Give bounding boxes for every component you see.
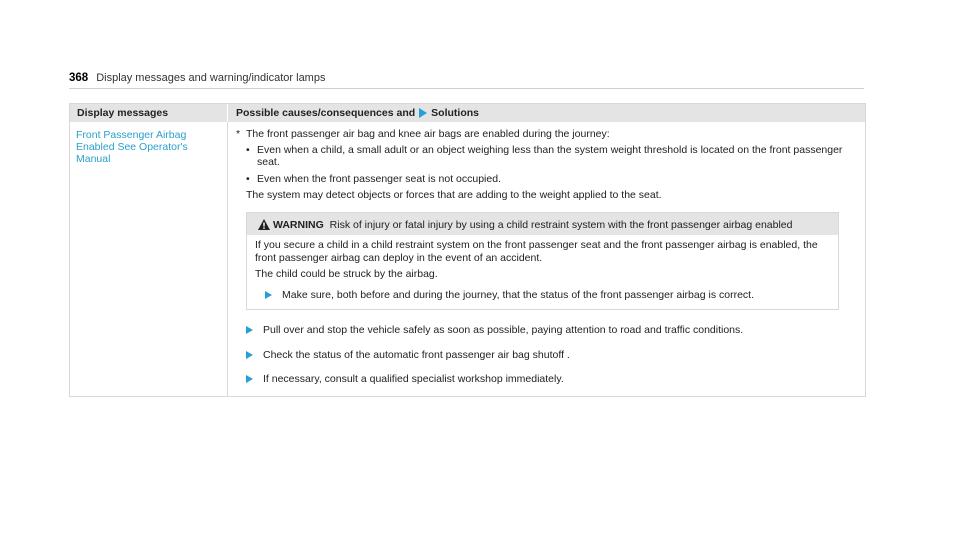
- step-arrow-icon: [265, 291, 272, 299]
- page-number: 368: [69, 72, 89, 84]
- warning-step: [265, 289, 830, 302]
- solution-arrow-icon: [419, 108, 427, 118]
- col-header-causes-text: Possible causes/consequences and: [236, 107, 416, 119]
- warning-step-text: Make sure, both before and during the journey, that the status of the front passenger airbag is correct.: [282, 288, 754, 301]
- solution-step: [246, 373, 857, 386]
- warning-box: [246, 212, 839, 311]
- table-row: [70, 122, 865, 396]
- col-header-display-messages: Display messages: [70, 104, 228, 122]
- page-header: [69, 72, 864, 89]
- causes-solutions-cell: [228, 122, 865, 396]
- display-message-table: [69, 103, 866, 397]
- cause-bullet-list: [236, 144, 857, 186]
- warning-header: [247, 213, 838, 236]
- warning-paragraph: If you secure a child in a child restraint system on the front passenger seat and the front passenger airbag is enabled, the front passenger airbag can deploy in the event of an accident.: [255, 239, 818, 264]
- step-arrow-icon: [246, 326, 253, 334]
- cause-intro: [236, 128, 857, 141]
- detect-note: The system may detect objects or forces that are adding to the weight applied to the seat.: [246, 189, 662, 201]
- cause-intro-text: The front passenger air bag and knee air bags are enabled during the journey:: [246, 128, 610, 140]
- page-title: Display messages and warning/indicator lamps: [96, 72, 326, 84]
- display-message-text: Front Passenger Airbag Enabled See Operator's Manual: [70, 122, 228, 396]
- solution-step: [246, 349, 857, 362]
- solution-step-text: Pull over and stop the vehicle safely as soon as possible, paying attention to road and traffic conditions.: [263, 324, 744, 336]
- table-header-row: [70, 104, 865, 122]
- solution-steps: [246, 324, 857, 386]
- solution-step: [246, 324, 857, 337]
- warning-paragraph: The child could be struck by the airbag.: [255, 268, 438, 280]
- step-arrow-icon: [246, 351, 253, 359]
- solution-step-text: Check the status of the automatic front passenger air bag shutoff .: [263, 348, 570, 361]
- warning-heading: Risk of injury or fatal injury by using a child restraint system with the front passenger airbag enabled: [329, 218, 793, 231]
- cause-marker: *: [236, 128, 241, 140]
- solution-step-text: If necessary, consult a qualified specialist workshop immediately.: [263, 373, 564, 385]
- warning-body: [247, 235, 838, 309]
- warning-triangle-icon: [255, 219, 273, 232]
- warning-label: WARNING: [273, 218, 324, 231]
- col-header-causes-solutions: [228, 107, 479, 119]
- list-item: • Even when a child, a small adult or an object weighing less than the system weight threshold is located on the front passenger seat.: [246, 144, 857, 169]
- list-item: • Even when the front passenger seat is not occupied.: [246, 173, 857, 186]
- col-header-solutions-text: Solutions: [431, 107, 480, 119]
- step-arrow-icon: [246, 375, 253, 383]
